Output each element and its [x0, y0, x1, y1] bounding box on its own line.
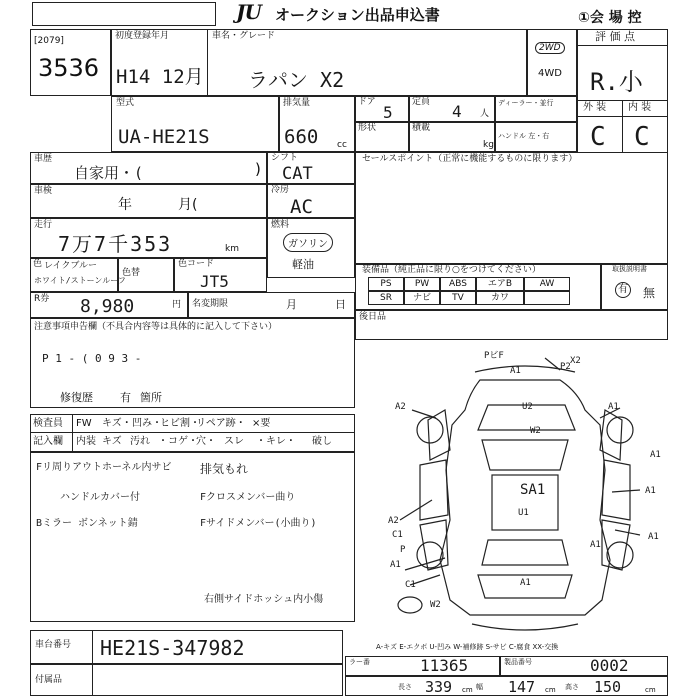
color-value-2: ホワイト/ストーンルーフ [34, 276, 126, 285]
usage-cell [30, 152, 267, 184]
comment-5: Bミラー ボンネット錆 [36, 518, 138, 529]
fuel-alt: 軽油 [292, 258, 314, 271]
inspector-check-item: ・コゲ・ [158, 436, 198, 447]
name-value: ラパン X2 [248, 68, 345, 92]
lot-number: 3536 [38, 54, 100, 82]
inspector-check-item: ×要 [252, 418, 271, 429]
inspector-check-item: 凹み・ [132, 418, 162, 429]
ownership-no: 無 [643, 286, 656, 300]
damage-mark: A1 [648, 532, 659, 542]
damage-mark: A2 [388, 516, 399, 526]
code1-label: ラー番 [349, 658, 370, 666]
capacity-label: 定員 [412, 97, 431, 107]
transfer-label: 名変期限 [192, 299, 229, 309]
width-unit: cm [545, 686, 556, 694]
loading-unit: kg [483, 140, 494, 150]
length-unit: cm [462, 686, 473, 694]
inspection-year: 年 [118, 197, 132, 213]
first-reg-label: 初度登録年月 [115, 31, 170, 41]
notes-label: 注意事項申告欄（不具合内容等は具体的に記入して下さい） [34, 322, 278, 332]
form-title: オークション出品申込書 [275, 6, 440, 24]
selling-points-label: セールスポイント（正常に機能するものに限ります） [362, 154, 578, 164]
venue-copy-label: ①会 場 控 [578, 10, 642, 26]
comment-2: 排気もれ [200, 462, 249, 476]
model-label: 型式 [116, 98, 135, 108]
doors-label: ドア [358, 97, 376, 107]
capacity-value: 4 [452, 102, 462, 121]
equipment-item [524, 291, 570, 305]
damage-mark: PビF [484, 351, 504, 361]
ac-label: 冷房 [271, 185, 290, 195]
inspector-check-item: ヒビ割・ [160, 418, 200, 429]
chassis-value: HE21S-347982 [100, 636, 245, 660]
inspector-check-item: FW [76, 418, 92, 429]
equipment-item: ABS [440, 277, 476, 291]
inspection-cell [30, 184, 267, 218]
width-label: 幅 [476, 683, 483, 691]
grade-ext-value: C [590, 122, 606, 152]
damage-mark: W2 [430, 600, 441, 610]
damage-mark: A1 [608, 402, 619, 412]
displacement-value: 660 [284, 126, 319, 148]
usage-label: 車歴 [34, 154, 53, 164]
code2-label: 製品番号 [504, 658, 532, 666]
blank-box [32, 2, 216, 26]
logo: JU [236, 0, 261, 24]
damage-mark: A1 [390, 560, 401, 570]
recycle-label: R券 [34, 294, 50, 304]
color-value: レイクブルー [44, 261, 98, 271]
inspector-check-item: ・キレ・ [256, 436, 296, 447]
height-label: 高さ [565, 683, 579, 691]
damage-mark: SA1 [520, 482, 546, 498]
damage-mark: U1 [518, 508, 529, 518]
grade-int-value: C [634, 122, 650, 152]
mileage-unit: km [225, 244, 239, 254]
damage-mark: U2 [522, 402, 533, 412]
drive-4wd: 4WD [538, 68, 562, 79]
length-label: 長さ [398, 683, 412, 691]
code2-value: 0002 [590, 656, 629, 675]
usage-close-paren: ) [255, 160, 261, 178]
equipment-item: AW [524, 277, 570, 291]
repair-place: 箇所 [140, 391, 162, 404]
accessory-cell [30, 664, 343, 696]
selling-points-cell [355, 152, 668, 264]
recycle-value: 8,980 [80, 296, 135, 317]
grade-header: 評 価 点 [595, 30, 635, 43]
recycle-unit: 円 [172, 300, 182, 310]
inspector-label-1: 検査員 [33, 418, 63, 429]
ownership-label: 取扱説明書 [612, 265, 647, 273]
doors-value: 5 [383, 103, 393, 122]
width-value: 147 [508, 678, 536, 696]
comment-7: 右側サイドホッシュ内小傷 [204, 594, 324, 605]
damage-mark: A1 [520, 578, 531, 588]
inspection-month: 月( [178, 197, 198, 213]
mileage-label: 走行 [34, 220, 53, 230]
equipment-label: 装備品（純正品に限り○をつけてください） [362, 265, 541, 275]
dealer-label: ディーラー・並行 [498, 99, 554, 107]
grade-score: R.小 [590, 68, 643, 96]
repair-label: 修復歴 [60, 391, 93, 404]
shape-label: 形状 [358, 123, 377, 133]
inspector-check-item: リペア跡・ [196, 418, 246, 429]
comment-3: ハンドルカバー付 [60, 492, 140, 503]
handle-label: ハンドル 左・右 [498, 132, 550, 140]
equipment-item: カワ [476, 291, 524, 305]
color-code-value: JT5 [200, 272, 229, 291]
comment-4: Fクロスメンバー曲り [200, 492, 296, 503]
equipment-item: PS [368, 277, 404, 291]
inspector-check-item: スレ [224, 436, 244, 447]
damage-mark: W2 [530, 426, 541, 436]
displacement-label: 排気量 [283, 98, 311, 108]
inspector-check-item: キズ・ [102, 418, 132, 429]
chassis-label: 車台番号 [35, 640, 72, 650]
inspector-check-item: キズ [102, 436, 122, 447]
model-value: UA-HE21S [118, 126, 210, 148]
shift-label: シフト [271, 153, 299, 163]
equipment-item: PW [404, 277, 440, 291]
equipment-item: SR [368, 291, 404, 305]
notes-line1: P 1 - ( 0 9 3 - [42, 352, 142, 365]
inspector-label-2: 記入欄 [33, 436, 63, 447]
ownership-yes: 有 [615, 282, 631, 298]
inspector-check-item: 汚れ [130, 436, 150, 447]
damage-mark: C1 [392, 530, 403, 540]
length-value: 339 [425, 678, 453, 696]
color-change-label: 色替 [122, 268, 141, 278]
rear-seat-label: 後日品 [359, 312, 387, 322]
damage-mark: P2 [560, 362, 571, 372]
fuel-label: 燃料 [271, 220, 290, 230]
height-unit: cm [645, 686, 656, 694]
color-code-label: 色コード [178, 259, 215, 269]
inspection-label: 車検 [34, 186, 53, 196]
comment-6: Fサイドメンバー(小曲り) [200, 518, 317, 529]
damage-mark: A1 [510, 366, 521, 376]
equipment-item: エアB [476, 277, 524, 291]
damage-mark: A1 [650, 450, 661, 460]
drive-cell [527, 29, 577, 96]
transfer-month: 月 [286, 298, 297, 311]
damage-legend: A-キズ E-エクボ U-凹み W-補修跡 S-サビ C-腐食 XX-交換 [376, 643, 559, 651]
usage-value: 自家用・( [74, 164, 144, 182]
inspector-check-item: 内装 [76, 436, 96, 447]
first-reg-value: H14 12月 [116, 66, 204, 88]
damage-mark: A2 [395, 402, 406, 412]
accessory-label: 付属品 [35, 675, 63, 685]
lot-small-number: [2079] [34, 36, 64, 46]
ac-value: AC [290, 196, 313, 218]
damage-mark: A1 [645, 486, 656, 496]
inspector-check-item: 穴・ [196, 436, 216, 447]
grade-int-label: 内 装 [628, 102, 652, 113]
shift-value: CAT [282, 164, 313, 184]
equipment-item: ナビ [404, 291, 440, 305]
rear-seat-cell [355, 310, 668, 340]
color-label: 色 [33, 259, 43, 269]
comment-1: Fリ周りアウトホーネル内サビ [36, 462, 172, 473]
damage-mark: A1 [590, 540, 601, 550]
name-label: 車名・グレード [212, 31, 276, 41]
transfer-day: 日 [335, 298, 346, 311]
damage-mark: X2 [570, 356, 581, 366]
repair-yes: 有 [120, 391, 131, 404]
fuel-value: ガソリン [283, 233, 333, 252]
loading-label: 積載 [412, 123, 431, 133]
equipment-item: TV [440, 291, 476, 305]
damage-mark: C1 [405, 580, 416, 590]
inspector-check-item: 破し [312, 436, 332, 447]
grade-ext-label: 外 装 [583, 102, 607, 113]
mileage-value: 7万7千353 [58, 232, 173, 256]
code1-value: 11365 [420, 656, 469, 675]
displacement-unit: cc [337, 140, 347, 150]
height-value: 150 [594, 678, 622, 696]
capacity-unit: 人 [480, 109, 490, 119]
damage-mark: P [400, 545, 406, 555]
drive-2wd: 2WD [535, 42, 565, 54]
